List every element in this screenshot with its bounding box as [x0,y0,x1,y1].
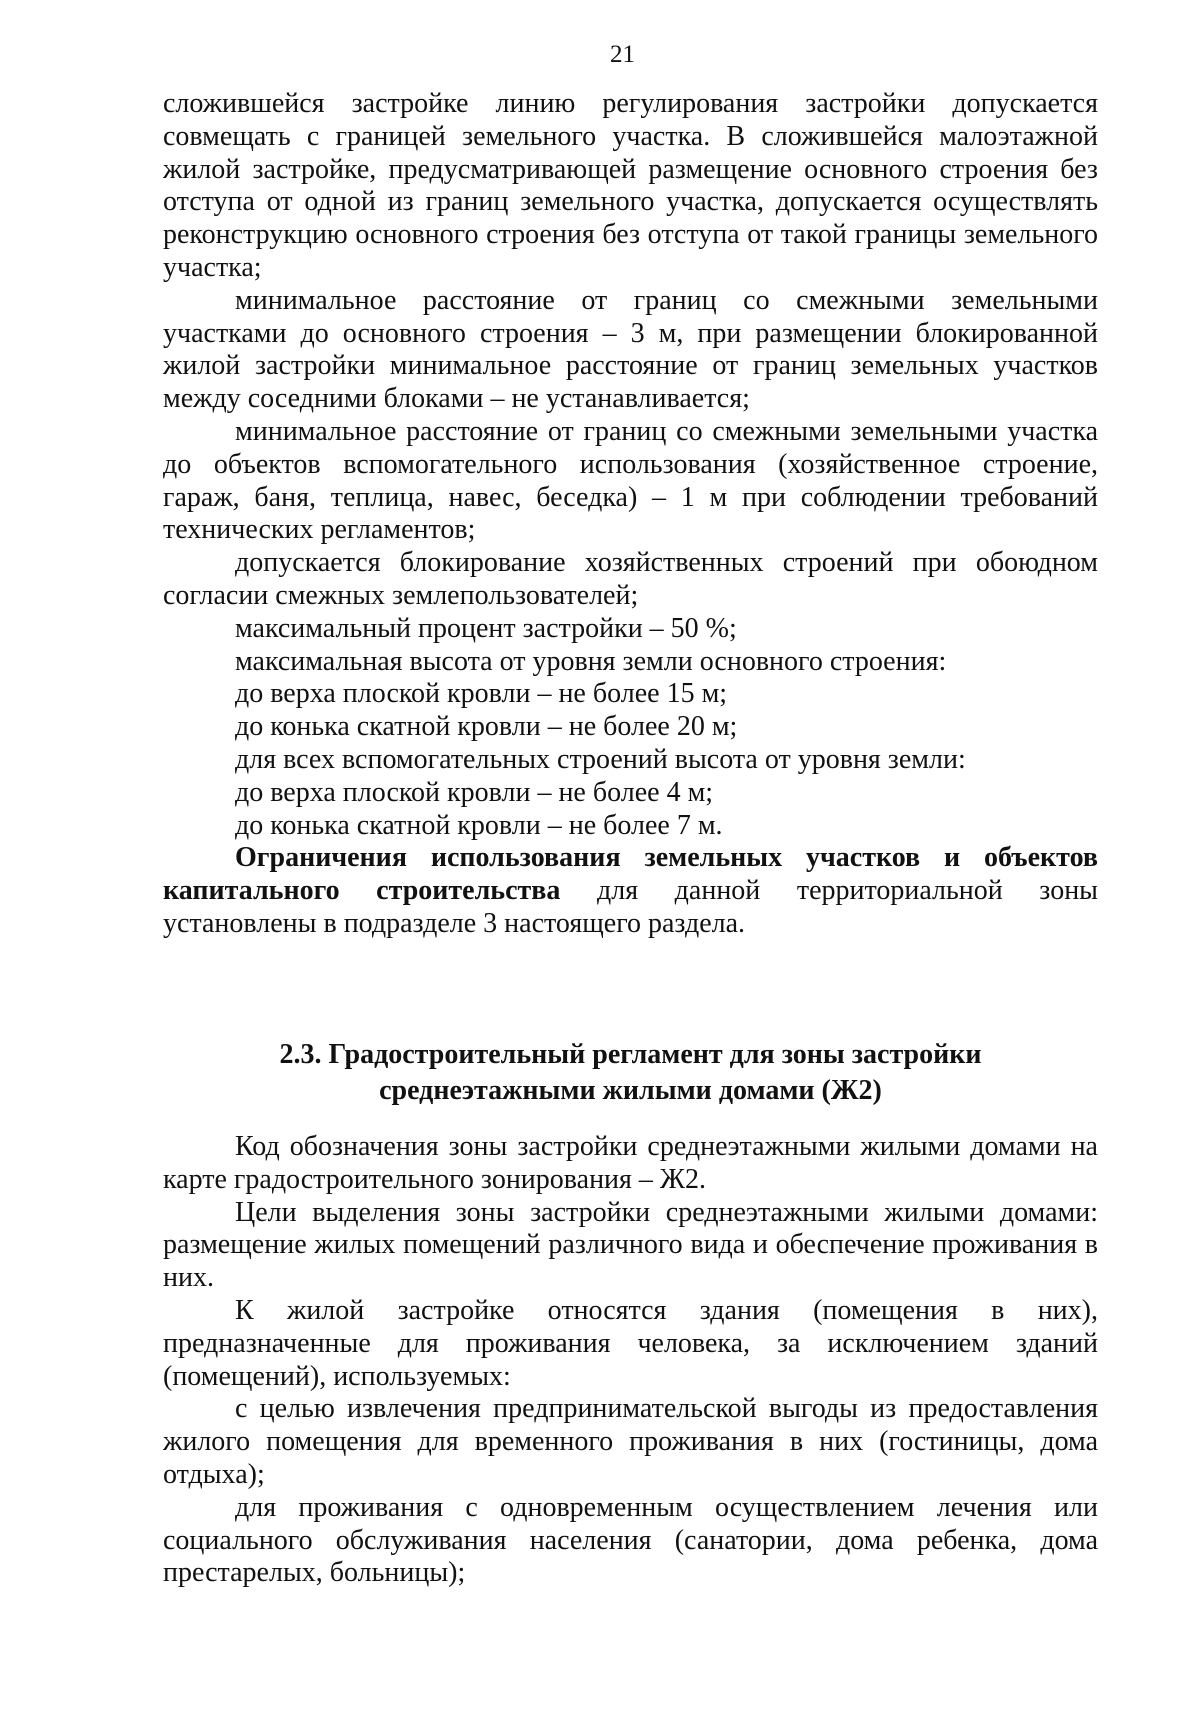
paragraph: до конька скатной кровли – не более 20 м; [235,711,738,743]
section-heading-line2: среднеэтажными жилыми домами (Ж2) [379,1075,882,1106]
section-heading [163,1037,1098,1109]
restrictions-text: для данной территориальной зоны установлены в подразделе 3 настоящего раздела. [163,875,1098,939]
paragraph: до верха плоской кровли – не более 15 м; [235,678,728,710]
restrictions-bold: Ограничения использования земельных участков и объектов капитального строительства [163,842,1098,907]
paragraph: минимальное расстояние от границ со смежными земельными участками до основного строения – 3 м, при размещении блокированной жилой застройки минимальное расстояние от границ земельных участков между соседними блоками – не устанавливается; [163,284,1098,415]
paragraph: максимальная высота от уровня земли основного строения: [235,645,947,677]
paragraph: до конька скатной кровли – не более 7 м. [235,809,723,841]
paragraph: для проживания с одновременным осуществлением лечения или социального обслуживания населения (санатории, дома ребенка, дома престарелых, больницы); [163,1491,1098,1589]
paragraph: максимальный процент застройки – 50 %; [235,612,737,644]
paragraph: Код обозначения зоны застройки среднеэтажными жилыми домами на карте градостроительного зонирования – Ж2. [163,1131,1098,1195]
page-number: 21 [610,41,635,68]
restrictions-paragraph [163,842,1098,940]
body-text-bottom [163,1131,1098,1590]
body-text-top [163,88,1098,941]
paragraph: минимальное расстояние от границ со смежными земельными участка до объектов вспомогательного использования (хозяйственное строение, гараж, баня, теплица, навес, беседка) – 1 м при соблюдении требований технических регламентов; [163,415,1098,546]
paragraph: допускается блокирование хозяйственных строений при обоюдном согласии смежных землепользователей; [163,547,1098,611]
section-heading-line1: 2.3. Градостроительный регламент для зоны застройки [279,1039,982,1070]
paragraph: для всех вспомогательных строений высота от уровня земли: [235,743,966,775]
paragraph: до верха плоской кровли – не более 4 м; [235,776,714,808]
paragraph: с целью извлечения предпринимательской выгоды из предоставления жилого помещения для временного проживания в них (гостиницы, дома отдыха); [163,1393,1098,1490]
paragraph: К жилой застройке относятся здания (помещения в них), предназначенные для проживания человека, за исключением зданий (помещений), используемых: [163,1294,1098,1392]
paragraph: сложившейся застройке линию регулирования застройки допускается совмещать с границей земельного участка. В сложившейся малоэтажной жилой застройке, предусматривающей размещение основного строения без отступа от одной из границ земельного участка, допускается осуществлять реконструкцию основного строения без отступа от такой границы земельного участка; [163,88,1098,283]
paragraph: Цели выделения зоны застройки среднеэтажными жилыми домами: размещение жилых помещений различного вида и обеспечение проживания в них. [163,1196,1098,1294]
